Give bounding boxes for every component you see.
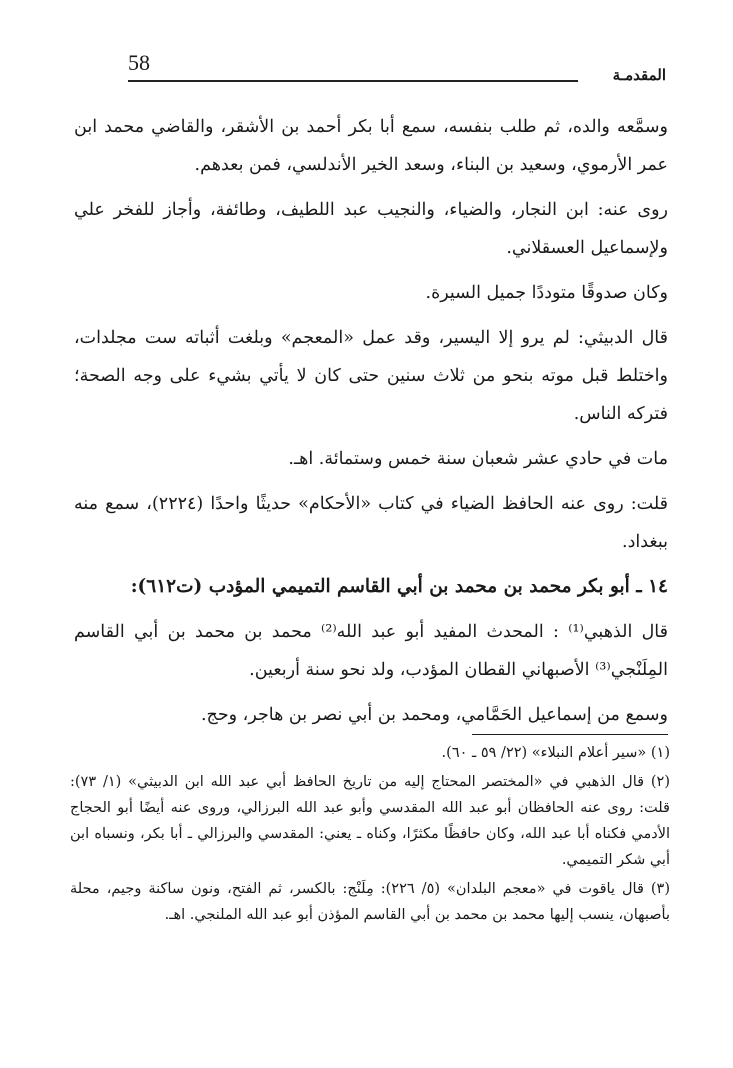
paragraph: وسمع من إسماعيل الحَمَّامي، ومحمد بن أبي نصر بن هاجر، وحج.: [200, 705, 668, 725]
footnotes: [70, 740, 670, 931]
main-text: [74, 108, 668, 741]
paragraph: مات في حادي عشر شعبان سنة خمس وستمائة. اهـ.: [288, 449, 668, 469]
paragraph: قال الدبيثي: لم يرو إلا اليسير، وقد عمل «المعجم» وبلغت أثباته ست مجلدات، واختلط قبل موته بنحو من ثلاث سنين حتى كان لا يأتي بشيء على وجه الصحة؛ فتركه الناس.: [74, 328, 668, 424]
page-header: [66, 50, 666, 90]
footnote-separator: [472, 734, 668, 735]
paragraph: قلت: روى عنه الحافظ الضياء في كتاب «الأحكام» حديثًا واحدًا (٢٢٢٤)، سمع منه ببغداد.: [74, 494, 669, 552]
header-rule: [128, 80, 578, 82]
entry-heading: ١٤ ـ أبو بكر محمد بن محمد بن أبي القاسم التميمي المؤدب (ت٦١٢):: [130, 576, 668, 597]
paragraph: وسمَّعه والده، ثم طلب بنفسه، سمع أبا بكر أحمد بن الأشقر، والقاضي محمد ابن عمر الأرموي، وسعيد بن البناء، وسعد الخير الأندلسي، فمن بعدهم.: [74, 117, 668, 175]
paragraph: وكان صدوقًا متوددًا جميل السيرة.: [425, 283, 668, 303]
footnote: (٣) قال ياقوت في «معجم البلدان» (٥/ ٢٢٦): مِلَنْج: بالكسر، ثم الفتح، ونون ساكنة وجيم، محلة بأصبهان، ينسب إليها محمد بن محمد بن أبي القاسم المؤذن أبو عبد الله الملنجي. اهـ.: [70, 881, 670, 923]
footnote: (١) «سير أعلام النبلاء» (٢٢/ ٥٩ ـ ٦٠).: [441, 745, 670, 761]
page-number: 58: [128, 50, 150, 75]
running-title: المقدمـة: [612, 66, 666, 84]
paragraph: قال الذهبي⁽¹⁾ : المحدث المفيد أبو عبد الله⁽²⁾ محمد بن محمد بن أبي القاسم المِلَنْجي⁽³⁾ الأصبهاني القطان المؤدب، ولد نحو سنة أربعين.: [74, 622, 669, 680]
paragraph: روى عنه: ابن النجار، والضياء، والنجيب عبد اللطيف، وطائفة، وأجاز للفخر علي ولإسماعيل العسقلاني.: [74, 200, 668, 258]
footnote: (٢) قال الذهبي في «المختصر المحتاج إليه من تاريخ الحافظ أبي عبد الله ابن الدبيثي» (١/ ٧٣): قلت: روى عنه الحافظان أبو عبد الله المقدسي وأبو عبد الله البرزالي، وروى عنه أيضًا أبو الحجاج الأدمي فكناه أبا عبد الله، وكان حافظًا مكثرًا، وكناه ـ يعني: المقدسي والبرزالي ـ أبا بكر، ونسباه ابن أبي شكر التميمي.: [70, 774, 670, 868]
